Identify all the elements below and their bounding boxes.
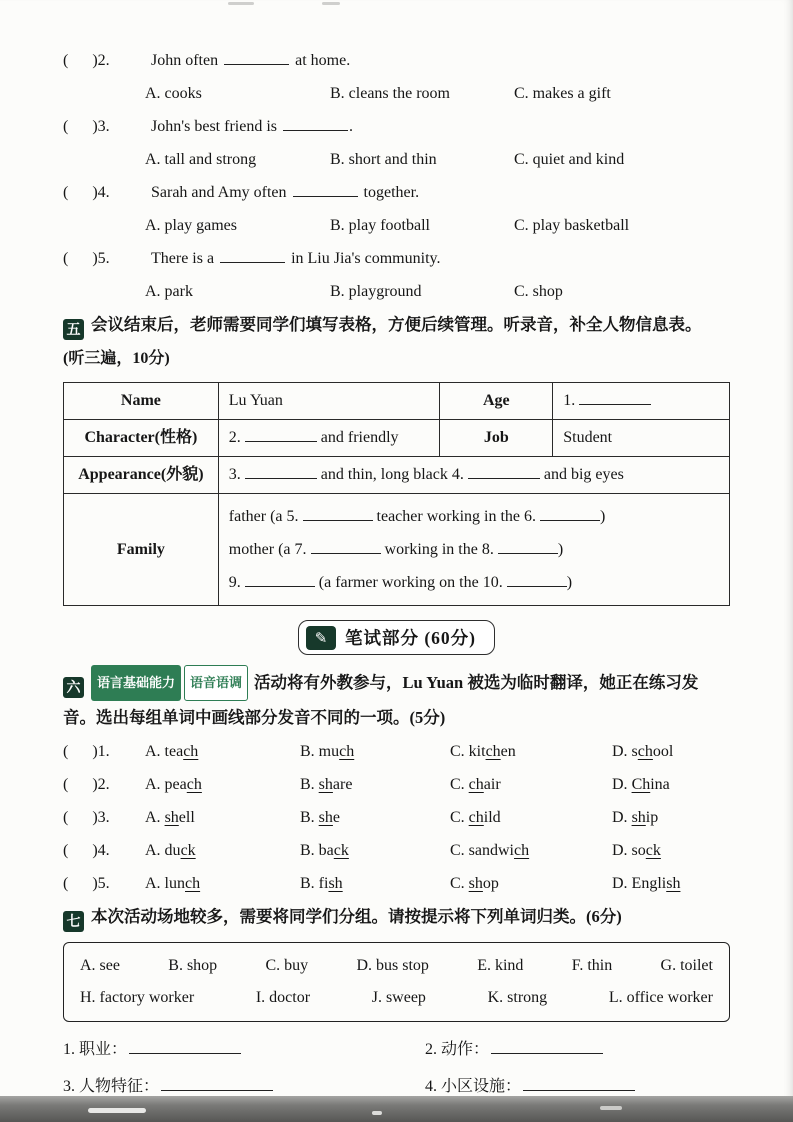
phonics-option	[450, 867, 612, 900]
option-underlined: ch	[339, 743, 355, 760]
options-row	[145, 143, 730, 176]
phonics-option	[612, 834, 730, 867]
phonics-option	[145, 801, 300, 834]
category-item	[425, 1034, 730, 1066]
question-text-pre: John's best friend is	[151, 118, 277, 135]
option-underlined: sh	[164, 809, 179, 826]
category-list	[63, 1034, 730, 1103]
option-b: B. cleans the room	[330, 85, 450, 102]
option-post: are	[332, 776, 353, 793]
written-section-badge	[298, 620, 495, 655]
character-value	[218, 420, 440, 457]
option-pre: B. fi	[300, 875, 329, 892]
answer-blank	[579, 390, 651, 405]
question-text-pre: John often	[151, 52, 219, 69]
phonics-item	[63, 801, 730, 834]
option-b: B. play football	[330, 217, 430, 234]
answer-blank	[311, 539, 381, 554]
answer-paren: ( )2.	[63, 52, 110, 69]
family-text: 9.	[228, 574, 241, 591]
option-pre: C.	[450, 776, 469, 793]
options-row	[145, 275, 730, 308]
answer-blank	[523, 1076, 635, 1091]
section5-intro-text: 会议结束后，老师需要同学们填写表格，方便后续管理。听录音，补全人物信息表。	[91, 315, 702, 334]
option-post: op	[482, 875, 499, 892]
table-row	[64, 420, 730, 457]
option-b: B. short and thin	[330, 151, 437, 168]
section5-marker-icon: 五	[63, 319, 84, 340]
family-line	[229, 566, 719, 599]
category-item	[63, 1034, 425, 1066]
scan-artifact	[322, 2, 340, 5]
option-pre: B.	[300, 809, 319, 826]
pencil-paper-icon: ✎	[306, 626, 336, 650]
word-item: L. office worker	[608, 989, 713, 1006]
answer-paren: ( )1.	[63, 743, 110, 760]
family-text: )	[600, 508, 606, 525]
option-underlined: sh	[328, 875, 343, 892]
answer-blank	[468, 464, 540, 479]
option-pre: A. tea	[145, 743, 184, 760]
name-value: Lu Yuan	[218, 383, 440, 420]
option-underlined: ch	[468, 776, 484, 793]
answer-blank	[491, 1039, 603, 1054]
option-underlined: sh	[318, 809, 333, 826]
phonics-item	[63, 867, 730, 900]
answer-blank	[245, 427, 317, 442]
word-item: B. shop	[168, 957, 218, 974]
option-c: C. play basketball	[514, 217, 630, 234]
phonics-option	[450, 801, 612, 834]
phonics-option	[300, 768, 450, 801]
word-item: D. bus stop	[356, 957, 429, 974]
answer-paren: ( )5.	[63, 250, 110, 267]
listening-question	[63, 110, 730, 176]
listening-question	[63, 176, 730, 242]
section6-intro-text: 活动将有外教参与，Lu Yuan 被选为临时翻译，她正在练习发音。选出每组单词中画线部分发音不同的一项。(5分)	[63, 673, 699, 727]
option-pre: A. du	[145, 842, 181, 859]
answer-blank	[498, 539, 558, 554]
answer-blank	[507, 572, 567, 587]
family-text: mother (a 7.	[228, 541, 307, 558]
question-text-post: .	[348, 118, 353, 135]
written-section-title: 笔试部分 (60分)	[344, 628, 477, 648]
category-label: 2. 动作：	[425, 1041, 490, 1058]
section5-intro	[63, 308, 730, 342]
option-underlined: ck	[645, 842, 661, 859]
option-c: C. shop	[514, 283, 563, 300]
section6-marker-icon: 六	[63, 677, 84, 698]
option-pre: C.	[450, 875, 469, 892]
option-underlined: ck	[333, 842, 349, 859]
option-post: ip	[645, 809, 659, 826]
answer-paren: ( )3.	[63, 118, 110, 135]
appearance-value	[218, 457, 729, 494]
option-pre: C.	[450, 809, 469, 826]
blank-number: 3.	[228, 466, 241, 483]
answer-blank	[540, 506, 600, 521]
option-post: e	[332, 809, 341, 826]
appearance-label: Appearance(外貌)	[64, 457, 219, 494]
answer-paren: ( )2.	[63, 776, 110, 793]
answer-blank	[245, 572, 315, 587]
phonics-option	[300, 867, 450, 900]
option-underlined: sh	[468, 875, 483, 892]
answer-blank	[245, 464, 317, 479]
section5-note: (听三遍，10分)	[63, 350, 170, 367]
word-item: A. see	[80, 957, 120, 974]
option-underlined: ch	[637, 743, 653, 760]
option-pre: D.	[612, 776, 632, 793]
name-label: Name	[64, 383, 219, 420]
word-item: C. buy	[265, 957, 309, 974]
person-info-table	[63, 382, 730, 606]
option-post: ina	[650, 776, 670, 793]
word-item: F. thin	[571, 957, 613, 974]
question-line	[63, 242, 730, 275]
phonics-option	[450, 735, 612, 768]
option-pre: B. ba	[300, 842, 334, 859]
phonics-option	[450, 834, 612, 867]
option-post: ell	[178, 809, 195, 826]
option-pre: A. lun	[145, 875, 185, 892]
age-value	[553, 383, 730, 420]
option-post: ild	[483, 809, 501, 826]
character-label: Character(性格)	[64, 420, 219, 457]
answer-paren: ( )4.	[63, 842, 110, 859]
phonics-option	[300, 801, 450, 834]
family-text: (a farmer working on the 10.	[318, 574, 503, 591]
option-underlined: sh	[631, 809, 646, 826]
option-underlined: sh	[666, 875, 681, 892]
word-item: E. kind	[477, 957, 524, 974]
blank-number: 1.	[563, 392, 576, 409]
word-item: H. factory worker	[80, 989, 195, 1006]
question-line	[63, 44, 730, 77]
job-value: Student	[553, 420, 730, 457]
question-line	[63, 176, 730, 209]
phonics-option	[145, 735, 300, 768]
option-post: air	[483, 776, 501, 793]
age-label: Age	[440, 383, 553, 420]
option-pre: A. pea	[145, 776, 187, 793]
job-label: Job	[440, 420, 553, 457]
question-text-pre: Sarah and Amy often	[151, 184, 287, 201]
question-text-post: in Liu Jia's community.	[291, 250, 441, 267]
word-box	[63, 942, 730, 1022]
phonics-option	[145, 867, 300, 900]
scan-edge	[0, 1096, 793, 1122]
phonics-item	[63, 834, 730, 867]
option-pre: D. so	[612, 842, 646, 859]
table-row	[64, 457, 730, 494]
section7-intro-text: 本次活动场地较多，需要将同学们分组。请按提示将下列单词归类。(6分)	[91, 907, 622, 926]
phonics-option	[300, 834, 450, 867]
option-c: C. makes a gift	[514, 85, 611, 102]
phonics-item	[63, 735, 730, 768]
answer-blank	[293, 182, 358, 197]
scan-artifact	[372, 1111, 382, 1115]
option-c: C. quiet and kind	[514, 151, 625, 168]
category-label: 3. 人物特征：	[63, 1078, 160, 1095]
table-row	[64, 383, 730, 420]
appearance-after-text: and big eyes	[543, 466, 624, 483]
option-a: A. play games	[145, 217, 237, 234]
option-post: en	[500, 743, 516, 760]
section7-intro	[63, 900, 730, 934]
phonics-option	[612, 768, 730, 801]
option-underlined: ck	[180, 842, 196, 859]
phonics-option	[612, 801, 730, 834]
word-box-line	[80, 950, 713, 982]
option-pre: D. Engli	[612, 875, 667, 892]
option-underlined: ch	[468, 809, 484, 826]
phonics-option	[145, 834, 300, 867]
answer-blank	[161, 1076, 273, 1091]
section7-marker-icon: 七	[63, 911, 84, 932]
family-value	[218, 494, 729, 606]
blank-number: 2.	[228, 429, 241, 446]
family-text: teacher working in the 6.	[376, 508, 537, 525]
appearance-mid-text: and thin, long black 4.	[320, 466, 464, 483]
answer-blank	[220, 248, 285, 263]
option-pre: D. s	[612, 743, 638, 760]
option-pre: A.	[145, 809, 165, 826]
phonics-option	[145, 768, 300, 801]
table-row	[64, 494, 730, 606]
option-a: A. cooks	[145, 85, 202, 102]
option-a: A. park	[145, 283, 193, 300]
answer-paren: ( )5.	[63, 875, 110, 892]
family-line	[229, 500, 719, 533]
family-text: father (a 5.	[228, 508, 299, 525]
option-underlined: ch	[183, 743, 199, 760]
family-label: Family	[64, 494, 219, 606]
option-underlined: Ch	[631, 776, 651, 793]
options-row	[145, 77, 730, 110]
scan-artifact	[600, 1106, 622, 1110]
phonics-item	[63, 768, 730, 801]
family-text: )	[557, 541, 564, 558]
listening-question	[63, 44, 730, 110]
word-box-line	[80, 982, 713, 1014]
option-pre: B.	[300, 776, 319, 793]
character-after-text: and friendly	[320, 429, 399, 446]
answer-blank	[129, 1039, 241, 1054]
phonics-option	[300, 735, 450, 768]
option-underlined: ch	[185, 875, 201, 892]
word-item: J. sweep	[371, 989, 426, 1006]
answer-paren: ( )3.	[63, 809, 110, 826]
question-text-post: at home.	[295, 52, 351, 69]
family-text: )	[566, 574, 573, 591]
option-underlined: ch	[485, 743, 501, 760]
family-line	[229, 533, 719, 566]
written-section-header	[63, 620, 730, 655]
option-pre: C. sandwi	[450, 842, 514, 859]
word-item: G. toilet	[660, 957, 713, 974]
scan-artifact	[88, 1108, 146, 1113]
phonics-option	[612, 735, 730, 768]
option-pre: D.	[612, 809, 632, 826]
answer-blank	[224, 50, 289, 65]
subskill-tag: 语音语调	[184, 665, 248, 701]
category-label: 1. 职业：	[63, 1041, 128, 1058]
word-item: K. strong	[487, 989, 548, 1006]
question-text-pre: There is a	[151, 250, 215, 267]
option-underlined: sh	[318, 776, 333, 793]
scan-artifact	[228, 2, 254, 5]
answer-blank	[303, 506, 373, 521]
option-b: B. playground	[330, 283, 422, 300]
option-pre: B. mu	[300, 743, 340, 760]
answer-paren: ( )4.	[63, 184, 110, 201]
question-text-post: together.	[363, 184, 420, 201]
phonics-option	[612, 867, 730, 900]
skill-tag: 语言基础能力	[91, 665, 181, 701]
option-underlined: ch	[514, 842, 530, 859]
word-item: I. doctor	[255, 989, 311, 1006]
option-underlined: ch	[186, 776, 202, 793]
section6-intro	[63, 665, 730, 735]
category-label: 4. 小区设施：	[425, 1078, 522, 1095]
family-text: working in the 8.	[384, 541, 494, 558]
options-row	[145, 209, 730, 242]
phonics-option	[450, 768, 612, 801]
option-post: ool	[652, 743, 674, 760]
answer-blank	[283, 116, 348, 131]
option-pre: C. kit	[450, 743, 486, 760]
option-a: A. tall and strong	[145, 151, 257, 168]
question-line	[63, 110, 730, 143]
listening-question	[63, 242, 730, 308]
